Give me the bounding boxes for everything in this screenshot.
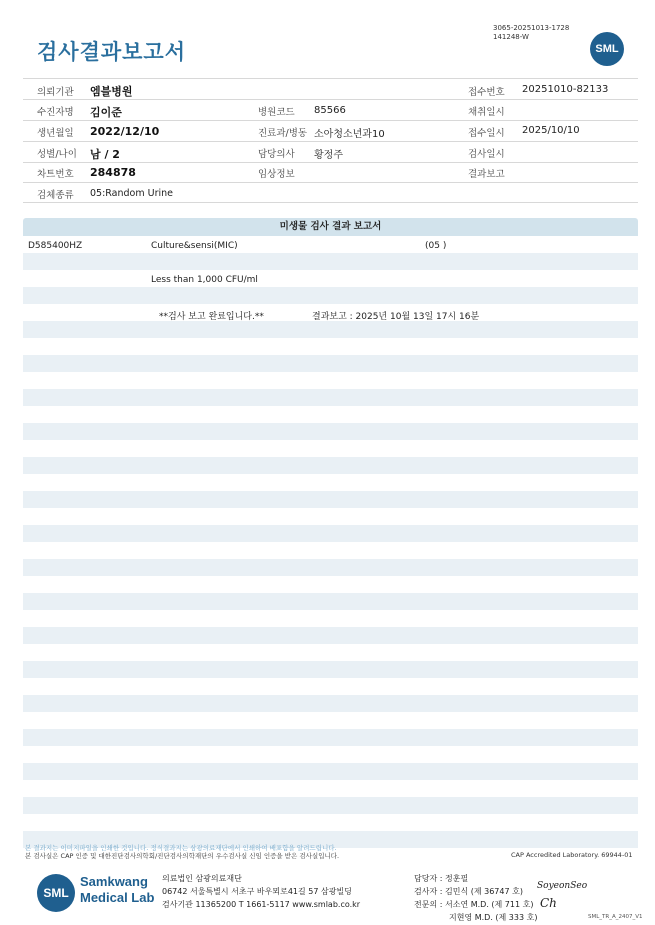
collect-date-label: 채취일시: [468, 107, 505, 118]
expert1-name: 서소연 M.D. (제 711 호): [444, 900, 534, 909]
org-info: [162, 872, 360, 911]
hospital-code-label: 병원코드: [258, 107, 295, 118]
result-code: D585400HZ: [28, 241, 83, 251]
doctor-label: 담당의사: [258, 149, 295, 160]
table-row-band: [23, 627, 638, 644]
table-row-band: [23, 253, 638, 270]
table-row-band: [23, 457, 638, 474]
disclaimer-cap-notice: 본 검사실은 CAP 인증 및 대한진단검사의학회/진단검사의학재단의 우수검사실 신임 인증을 받은 검사실입니다.: [25, 852, 340, 860]
brand-name: [80, 874, 154, 906]
org-contact: 검사기관 11365200 T 1661-5117 www.smlab.co.kr: [162, 900, 361, 909]
org-address: 06742 서울특별시 서초구 바우뫼로41길 57 삼광빌딩: [162, 887, 352, 896]
doctor-value: 황정주: [314, 150, 343, 161]
result-report-time: 결과보고 : 2025년 10월 13일 17시 16분: [312, 312, 480, 322]
expert-label: 전문의 :: [414, 900, 443, 909]
expert-signature: Ch: [540, 896, 557, 910]
expert2-name: 지현영 M.D. (제 333 호): [449, 913, 538, 922]
table-row-band: [23, 389, 638, 406]
page-title: 검사결과보고서: [37, 40, 187, 64]
birth-value: 2022/12/10: [90, 125, 160, 138]
chart-no-label: 차트번호: [37, 169, 74, 180]
result-complete-note: **검사 보고 완료입니다.**: [159, 312, 264, 322]
tester-label: 검사자 :: [414, 887, 443, 896]
table-row-band: [23, 321, 638, 338]
receipt-no-value: 20251010-82133: [522, 84, 609, 95]
staff-label: 담당자 :: [414, 874, 443, 883]
requester-label: 의뢰기관: [37, 87, 74, 98]
document-id-line2: 141248-W: [493, 33, 529, 41]
hospital-code-value: 85566: [314, 105, 346, 116]
divider: [23, 202, 638, 203]
birth-label: 생년월일: [37, 128, 74, 139]
document-id: [493, 24, 569, 42]
test-date-label: 검사일시: [468, 149, 505, 160]
tester-signature: SoyeonSeo: [537, 881, 588, 891]
chart-no-value: 284878: [90, 166, 136, 179]
table-row-band: [23, 423, 638, 440]
dept-label: 진료과/병동: [258, 128, 308, 139]
specimen-value: 05:Random Urine: [90, 188, 174, 199]
staff-name: 정훈필: [444, 874, 469, 883]
clinical-label: 임상정보: [258, 169, 295, 180]
sex-age-label: 성별/나이: [37, 149, 77, 160]
samkwang-logo: SML: [37, 874, 75, 912]
receipt-date-value: 2025/10/10: [522, 125, 580, 136]
sex-age-value: 남 / 2: [90, 148, 120, 161]
result-specimen-code: (05 ): [425, 241, 447, 251]
report-label: 결과보고: [468, 169, 505, 180]
table-row-band: [23, 525, 638, 542]
receipt-date-label: 접수일시: [468, 128, 505, 139]
divider: [23, 78, 638, 79]
form-id: SML_TR_A_2407_V1: [588, 914, 643, 920]
cap-accreditation: CAP Accredited Laboratory. 69944-01: [511, 851, 633, 859]
name-label: 수진자명: [37, 107, 74, 118]
divider: [23, 141, 638, 142]
table-row-band: [23, 593, 638, 610]
requester-value: 엠블병원: [90, 85, 133, 98]
brand-name-line2: Medical Lab: [80, 890, 155, 905]
table-row-band: [23, 729, 638, 746]
divider: [23, 182, 638, 183]
divider: [23, 162, 638, 163]
divider: [23, 120, 638, 121]
table-row-band: [23, 797, 638, 814]
staff-info: [414, 872, 537, 924]
table-row-band: [23, 287, 638, 304]
table-row-band: [23, 661, 638, 678]
disclaimer-image-notice: 본 결과지는 이미지파일을 인쇄한 것입니다. 정식결과지는 삼광의료재단에서 인쇄하여 배포함을 알려드립니다.: [25, 844, 337, 852]
brand-name-line1: Samkwang: [80, 874, 148, 889]
table-row-band: [23, 559, 638, 576]
receipt-no-label: 접수번호: [468, 87, 505, 98]
table-row-band: [23, 491, 638, 508]
table-row-band: [23, 695, 638, 712]
dept-value: 소아청소년과10: [314, 129, 385, 140]
org-name: 의료법인 삼광의료재단: [162, 874, 242, 883]
document-id-line1: 3065-20251013-1728: [493, 24, 570, 32]
results-section-title: 미생물 검사 결과 보고서: [23, 218, 638, 236]
table-row-band: [23, 763, 638, 780]
result-value: Less than 1,000 CFU/ml: [151, 275, 258, 285]
result-test-name: Culture&sensi(MIC): [151, 241, 238, 251]
sml-logo: SML: [590, 32, 624, 66]
divider: [23, 99, 638, 100]
tester-name: 김민식 (제 36747 호): [444, 887, 523, 896]
name-value: 김이준: [90, 106, 122, 119]
specimen-label: 검체종류: [37, 190, 74, 201]
table-row-band: [23, 355, 638, 372]
